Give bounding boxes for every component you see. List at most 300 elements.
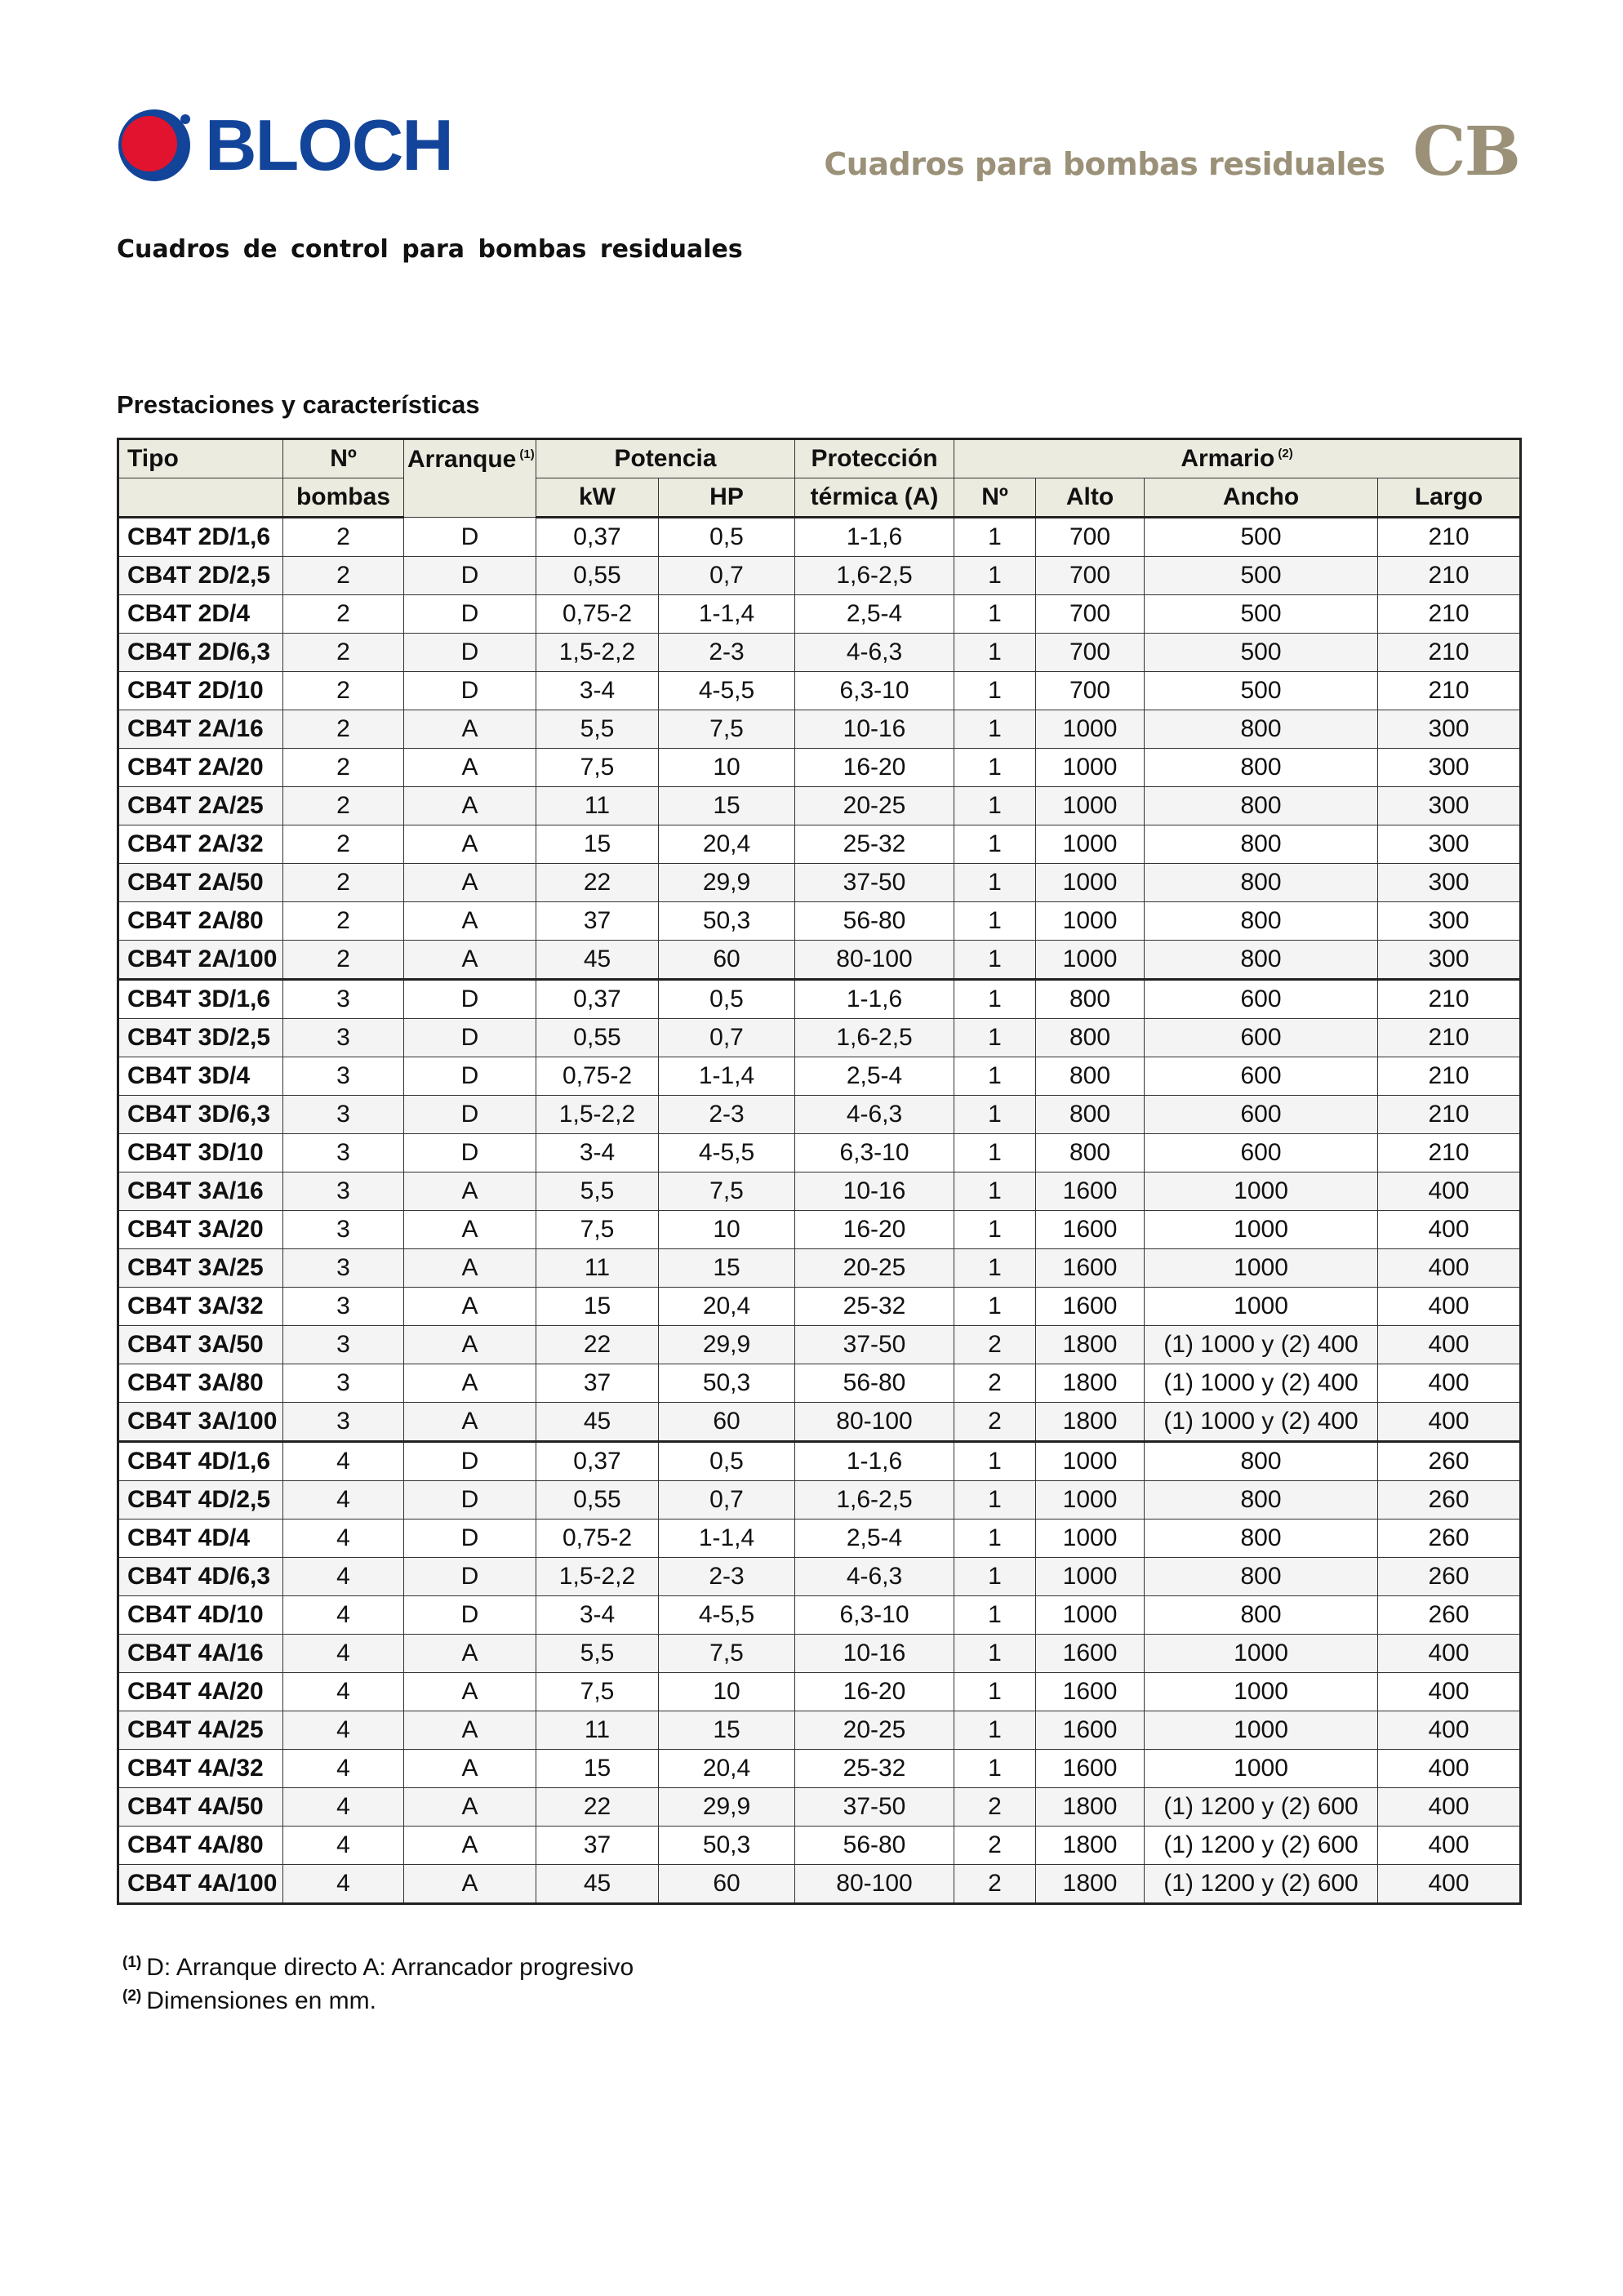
cell-tipo: CB4T 3D/6,3 [118, 1096, 283, 1134]
cell-proteccion: 20-25 [795, 1711, 954, 1750]
cell-arranque: D [404, 557, 536, 595]
cell-n-bombas: 4 [283, 1788, 404, 1827]
bloch-logo-icon [117, 108, 198, 183]
cell-tipo: CB4T 3A/100 [118, 1403, 283, 1442]
cell-armario-n: 1 [954, 1481, 1036, 1520]
cell-hp: 7,5 [659, 1172, 795, 1211]
cell-arranque: A [404, 1326, 536, 1364]
cell-tipo: CB4T 4D/6,3 [118, 1558, 283, 1596]
cell-n-bombas: 2 [283, 710, 404, 749]
cell-armario-n: 1 [954, 1673, 1036, 1711]
cell-alto: 1000 [1036, 902, 1145, 941]
cell-n-bombas: 2 [283, 825, 404, 864]
cell-arranque: D [404, 518, 536, 557]
table-row [118, 1019, 1521, 1057]
cell-ancho: 800 [1145, 1481, 1378, 1520]
cell-armario-n: 1 [954, 1711, 1036, 1750]
header-hp: HP [659, 478, 795, 518]
cell-arranque: A [404, 1827, 536, 1865]
cell-arranque: D [404, 672, 536, 710]
cell-hp: 29,9 [659, 1788, 795, 1827]
cell-n-bombas: 3 [283, 1326, 404, 1364]
cell-armario-n: 1 [954, 1520, 1036, 1558]
cell-proteccion: 1-1,6 [795, 1442, 954, 1481]
cell-largo: 400 [1378, 1635, 1521, 1673]
cell-kw: 0,37 [536, 518, 659, 557]
cell-alto: 1800 [1036, 1827, 1145, 1865]
cell-alto: 1600 [1036, 1211, 1145, 1249]
cell-proteccion: 16-20 [795, 1673, 954, 1711]
cell-proteccion: 1,6-2,5 [795, 557, 954, 595]
header-largo: Largo [1378, 478, 1521, 518]
cell-n-bombas: 2 [283, 749, 404, 787]
header-armario-label: Armario [1181, 445, 1275, 472]
cell-tipo: CB4T 4D/4 [118, 1520, 283, 1558]
cell-largo: 400 [1378, 1211, 1521, 1249]
cell-ancho: (1) 1200 y (2) 600 [1145, 1865, 1378, 1904]
table-row [118, 710, 1521, 749]
cell-kw: 5,5 [536, 710, 659, 749]
cell-armario-n: 1 [954, 864, 1036, 902]
cell-ancho: 1000 [1145, 1172, 1378, 1211]
table-row [118, 1596, 1521, 1635]
cell-tipo: CB4T 2D/1,6 [118, 518, 283, 557]
cell-tipo: CB4T 4A/80 [118, 1827, 283, 1865]
cell-hp: 60 [659, 1403, 795, 1442]
specifications-table [117, 438, 1522, 1905]
cell-tipo: CB4T 3A/25 [118, 1249, 283, 1288]
table-row [118, 1057, 1521, 1096]
cell-arranque: D [404, 980, 536, 1019]
cell-armario-n: 2 [954, 1364, 1036, 1403]
cell-kw: 37 [536, 1364, 659, 1403]
cell-proteccion: 56-80 [795, 902, 954, 941]
footnote-2-mark: (2) [122, 1987, 142, 2005]
cell-hp: 1-1,4 [659, 1520, 795, 1558]
cell-tipo: CB4T 4A/32 [118, 1750, 283, 1788]
cell-n-bombas: 3 [283, 1211, 404, 1249]
cell-tipo: CB4T 3A/80 [118, 1364, 283, 1403]
cell-n-bombas: 2 [283, 787, 404, 825]
cell-alto: 1000 [1036, 1596, 1145, 1635]
cell-ancho: 800 [1145, 787, 1378, 825]
cell-ancho: 1000 [1145, 1711, 1378, 1750]
cell-armario-n: 1 [954, 1750, 1036, 1788]
cell-proteccion: 80-100 [795, 1865, 954, 1904]
cell-largo: 210 [1378, 595, 1521, 634]
cell-kw: 15 [536, 1750, 659, 1788]
cell-proteccion: 2,5-4 [795, 1057, 954, 1096]
cell-kw: 1,5-2,2 [536, 634, 659, 672]
cell-n-bombas: 2 [283, 634, 404, 672]
cell-proteccion: 6,3-10 [795, 1134, 954, 1172]
cell-proteccion: 37-50 [795, 1326, 954, 1364]
cell-arranque: D [404, 1481, 536, 1520]
header-proteccion-line2: térmica (A) [795, 478, 954, 518]
cell-ancho: 500 [1145, 634, 1378, 672]
cell-arranque: D [404, 1520, 536, 1558]
cell-proteccion: 37-50 [795, 1788, 954, 1827]
cell-alto: 1000 [1036, 864, 1145, 902]
cell-ancho: 800 [1145, 1596, 1378, 1635]
cell-alto: 1000 [1036, 941, 1145, 980]
cell-kw: 0,55 [536, 557, 659, 595]
cell-largo: 300 [1378, 902, 1521, 941]
cell-armario-n: 1 [954, 710, 1036, 749]
footnote-1-mark: (1) [122, 1954, 142, 1971]
cell-kw: 1,5-2,2 [536, 1096, 659, 1134]
cell-armario-n: 1 [954, 787, 1036, 825]
cell-kw: 0,37 [536, 980, 659, 1019]
section-title: Prestaciones y características [117, 390, 480, 419]
table-row [118, 1364, 1521, 1403]
cell-hp: 10 [659, 749, 795, 787]
cell-ancho: (1) 1000 y (2) 400 [1145, 1364, 1378, 1403]
cell-armario-n: 1 [954, 1019, 1036, 1057]
cell-tipo: CB4T 2A/50 [118, 864, 283, 902]
table-row [118, 1635, 1521, 1673]
cell-largo: 400 [1378, 1673, 1521, 1711]
table-row [118, 557, 1521, 595]
cell-kw: 0,55 [536, 1019, 659, 1057]
header-potencia: Potencia [536, 439, 795, 478]
table-row [118, 1520, 1521, 1558]
cell-kw: 7,5 [536, 1211, 659, 1249]
cell-tipo: CB4T 2D/4 [118, 595, 283, 634]
cell-tipo: CB4T 3A/20 [118, 1211, 283, 1249]
cell-arranque: A [404, 710, 536, 749]
cell-largo: 400 [1378, 1865, 1521, 1904]
cell-kw: 37 [536, 1827, 659, 1865]
cell-n-bombas: 3 [283, 1019, 404, 1057]
cell-ancho: 500 [1145, 672, 1378, 710]
header-alto: Alto [1036, 478, 1145, 518]
footnotes [122, 1948, 634, 2015]
cell-ancho: 800 [1145, 1442, 1378, 1481]
table-row [118, 595, 1521, 634]
cell-tipo: CB4T 4D/10 [118, 1596, 283, 1635]
cell-largo: 210 [1378, 672, 1521, 710]
cell-hp: 0,5 [659, 1442, 795, 1481]
cell-proteccion: 6,3-10 [795, 672, 954, 710]
cell-kw: 0,75-2 [536, 1057, 659, 1096]
cell-alto: 1600 [1036, 1288, 1145, 1326]
cell-hp: 20,4 [659, 825, 795, 864]
cell-proteccion: 25-32 [795, 1288, 954, 1326]
cell-arranque: A [404, 1288, 536, 1326]
cell-arranque: A [404, 941, 536, 980]
cell-alto: 1800 [1036, 1326, 1145, 1364]
cell-n-bombas: 3 [283, 1288, 404, 1326]
header-arranque [404, 439, 536, 518]
cell-alto: 1000 [1036, 749, 1145, 787]
cell-n-bombas: 2 [283, 864, 404, 902]
cell-largo: 400 [1378, 1827, 1521, 1865]
cell-proteccion: 80-100 [795, 941, 954, 980]
cell-armario-n: 1 [954, 825, 1036, 864]
cell-hp: 60 [659, 941, 795, 980]
cell-largo: 400 [1378, 1172, 1521, 1211]
table-row [118, 1211, 1521, 1249]
cell-kw: 11 [536, 787, 659, 825]
cell-armario-n: 2 [954, 1788, 1036, 1827]
cell-tipo: CB4T 2D/2,5 [118, 557, 283, 595]
cell-armario-n: 1 [954, 595, 1036, 634]
footnote-1-text: D: Arranque directo A: Arrancador progresivo [146, 1954, 634, 1981]
table-row [118, 1558, 1521, 1596]
cell-kw: 22 [536, 864, 659, 902]
cell-largo: 210 [1378, 557, 1521, 595]
brand-name: BLOCH [205, 105, 452, 185]
cell-alto: 1600 [1036, 1635, 1145, 1673]
table-row [118, 1134, 1521, 1172]
table-row [118, 902, 1521, 941]
cell-largo: 210 [1378, 1134, 1521, 1172]
cell-largo: 300 [1378, 787, 1521, 825]
cell-kw: 22 [536, 1788, 659, 1827]
cell-alto: 1800 [1036, 1788, 1145, 1827]
header-tipo-blank [118, 478, 283, 518]
cell-tipo: CB4T 4A/100 [118, 1865, 283, 1904]
cell-alto: 1600 [1036, 1249, 1145, 1288]
cell-armario-n: 1 [954, 1558, 1036, 1596]
cell-hp: 4-5,5 [659, 1596, 795, 1635]
cell-armario-n: 1 [954, 1134, 1036, 1172]
cell-kw: 45 [536, 941, 659, 980]
document-title: Cuadros de control para bombas residuales [117, 235, 743, 264]
cell-alto: 700 [1036, 634, 1145, 672]
cell-proteccion: 1,6-2,5 [795, 1481, 954, 1520]
cell-ancho: (1) 1200 y (2) 600 [1145, 1788, 1378, 1827]
cell-largo: 400 [1378, 1326, 1521, 1364]
cell-largo: 210 [1378, 1096, 1521, 1134]
cell-hp: 10 [659, 1211, 795, 1249]
cell-arranque: A [404, 1788, 536, 1827]
cell-proteccion: 10-16 [795, 710, 954, 749]
cell-arranque: A [404, 825, 536, 864]
cell-ancho: 1000 [1145, 1635, 1378, 1673]
header-code: CB [1412, 113, 1519, 191]
table-row [118, 1442, 1521, 1481]
cell-arranque: A [404, 1249, 536, 1288]
cell-proteccion: 25-32 [795, 1750, 954, 1788]
cell-n-bombas: 4 [283, 1442, 404, 1481]
cell-largo: 400 [1378, 1788, 1521, 1827]
table-row [118, 1326, 1521, 1364]
cell-hp: 10 [659, 1673, 795, 1711]
cell-tipo: CB4T 3A/50 [118, 1326, 283, 1364]
page-header [824, 113, 1519, 191]
cell-proteccion: 1-1,6 [795, 980, 954, 1019]
cell-arranque: D [404, 1019, 536, 1057]
cell-ancho: 600 [1145, 1134, 1378, 1172]
cell-kw: 0,75-2 [536, 595, 659, 634]
header-arranque-label: Arranque [407, 446, 517, 473]
cell-kw: 3-4 [536, 1596, 659, 1635]
cell-tipo: CB4T 3A/32 [118, 1288, 283, 1326]
cell-kw: 45 [536, 1865, 659, 1904]
cell-armario-n: 1 [954, 902, 1036, 941]
cell-alto: 1600 [1036, 1711, 1145, 1750]
cell-armario-n: 1 [954, 1172, 1036, 1211]
header-arranque-footnote-mark: (1) [519, 447, 535, 461]
cell-largo: 260 [1378, 1481, 1521, 1520]
cell-alto: 1000 [1036, 1481, 1145, 1520]
header-tipo: Tipo [118, 439, 283, 478]
table-row [118, 1249, 1521, 1288]
cell-hp: 0,7 [659, 557, 795, 595]
cell-proteccion: 6,3-10 [795, 1596, 954, 1635]
cell-n-bombas: 4 [283, 1596, 404, 1635]
cell-alto: 800 [1036, 1096, 1145, 1134]
cell-kw: 0,75-2 [536, 1520, 659, 1558]
cell-armario-n: 1 [954, 672, 1036, 710]
cell-hp: 1-1,4 [659, 1057, 795, 1096]
cell-proteccion: 16-20 [795, 749, 954, 787]
cell-largo: 400 [1378, 1364, 1521, 1403]
cell-n-bombas: 4 [283, 1481, 404, 1520]
cell-hp: 1-1,4 [659, 595, 795, 634]
cell-ancho: 500 [1145, 595, 1378, 634]
cell-kw: 11 [536, 1711, 659, 1750]
cell-tipo: CB4T 4D/2,5 [118, 1481, 283, 1520]
cell-hp: 60 [659, 1865, 795, 1904]
cell-armario-n: 1 [954, 1096, 1036, 1134]
cell-kw: 0,37 [536, 1442, 659, 1481]
table-row [118, 1827, 1521, 1865]
cell-armario-n: 2 [954, 1326, 1036, 1364]
cell-kw: 3-4 [536, 672, 659, 710]
cell-armario-n: 1 [954, 518, 1036, 557]
cell-tipo: CB4T 2D/10 [118, 672, 283, 710]
cell-tipo: CB4T 2A/32 [118, 825, 283, 864]
cell-ancho: 800 [1145, 825, 1378, 864]
cell-alto: 1600 [1036, 1673, 1145, 1711]
cell-ancho: 1000 [1145, 1750, 1378, 1788]
cell-armario-n: 1 [954, 557, 1036, 595]
cell-n-bombas: 4 [283, 1865, 404, 1904]
cell-alto: 700 [1036, 518, 1145, 557]
cell-armario-n: 1 [954, 1249, 1036, 1288]
cell-n-bombas: 3 [283, 1364, 404, 1403]
cell-largo: 400 [1378, 1711, 1521, 1750]
cell-tipo: CB4T 3D/1,6 [118, 980, 283, 1019]
cell-hp: 7,5 [659, 1635, 795, 1673]
cell-hp: 15 [659, 787, 795, 825]
cell-tipo: CB4T 2A/100 [118, 941, 283, 980]
cell-proteccion: 20-25 [795, 787, 954, 825]
cell-tipo: CB4T 3A/16 [118, 1172, 283, 1211]
cell-arranque: A [404, 1750, 536, 1788]
table-row [118, 634, 1521, 672]
cell-arranque: A [404, 749, 536, 787]
cell-hp: 2-3 [659, 1096, 795, 1134]
cell-arranque: D [404, 1096, 536, 1134]
cell-ancho: 800 [1145, 1558, 1378, 1596]
cell-arranque: D [404, 1558, 536, 1596]
cell-kw: 0,55 [536, 1481, 659, 1520]
cell-largo: 260 [1378, 1520, 1521, 1558]
cell-hp: 2-3 [659, 634, 795, 672]
cell-hp: 2-3 [659, 1558, 795, 1596]
cell-proteccion: 4-6,3 [795, 634, 954, 672]
cell-kw: 22 [536, 1326, 659, 1364]
cell-arranque: A [404, 1172, 536, 1211]
cell-n-bombas: 4 [283, 1750, 404, 1788]
cell-arranque: D [404, 1134, 536, 1172]
cell-ancho: 500 [1145, 518, 1378, 557]
table-row [118, 518, 1521, 557]
cell-alto: 700 [1036, 557, 1145, 595]
cell-n-bombas: 2 [283, 518, 404, 557]
cell-tipo: CB4T 3D/2,5 [118, 1019, 283, 1057]
cell-ancho: 1000 [1145, 1288, 1378, 1326]
cell-hp: 29,9 [659, 864, 795, 902]
cell-ancho: 1000 [1145, 1211, 1378, 1249]
table-row [118, 1288, 1521, 1326]
cell-armario-n: 1 [954, 1057, 1036, 1096]
cell-arranque: A [404, 1211, 536, 1249]
table-row [118, 1481, 1521, 1520]
bloch-logo [117, 105, 452, 185]
table-row [118, 1096, 1521, 1134]
cell-ancho: 1000 [1145, 1249, 1378, 1288]
cell-kw: 3-4 [536, 1134, 659, 1172]
cell-hp: 4-5,5 [659, 672, 795, 710]
cell-ancho: 800 [1145, 710, 1378, 749]
table-row [118, 1750, 1521, 1788]
cell-n-bombas: 3 [283, 1096, 404, 1134]
cell-kw: 1,5-2,2 [536, 1558, 659, 1596]
cell-tipo: CB4T 2D/6,3 [118, 634, 283, 672]
cell-proteccion: 1-1,6 [795, 518, 954, 557]
cell-largo: 210 [1378, 518, 1521, 557]
cell-kw: 5,5 [536, 1635, 659, 1673]
cell-alto: 1600 [1036, 1750, 1145, 1788]
cell-ancho: 800 [1145, 902, 1378, 941]
cell-hp: 50,3 [659, 902, 795, 941]
cell-tipo: CB4T 4D/1,6 [118, 1442, 283, 1481]
cell-proteccion: 20-25 [795, 1249, 954, 1288]
footnote-2-text: Dimensiones en mm. [146, 1987, 376, 2014]
cell-n-bombas: 4 [283, 1520, 404, 1558]
cell-hp: 29,9 [659, 1326, 795, 1364]
cell-n-bombas: 2 [283, 902, 404, 941]
cell-n-bombas: 2 [283, 672, 404, 710]
cell-ancho: (1) 1200 y (2) 600 [1145, 1827, 1378, 1865]
cell-tipo: CB4T 4A/25 [118, 1711, 283, 1750]
cell-arranque: D [404, 1057, 536, 1096]
cell-n-bombas: 3 [283, 1057, 404, 1096]
cell-hp: 0,5 [659, 980, 795, 1019]
cell-armario-n: 1 [954, 1288, 1036, 1326]
cell-hp: 0,7 [659, 1019, 795, 1057]
cell-n-bombas: 3 [283, 1249, 404, 1288]
header-n-bombas-line1: Nº [283, 439, 404, 478]
table-row [118, 787, 1521, 825]
cell-alto: 700 [1036, 595, 1145, 634]
header-armario-footnote-mark: (2) [1278, 447, 1293, 461]
cell-largo: 260 [1378, 1596, 1521, 1635]
cell-arranque: A [404, 1403, 536, 1442]
cell-largo: 400 [1378, 1403, 1521, 1442]
cell-largo: 210 [1378, 1019, 1521, 1057]
cell-ancho: (1) 1000 y (2) 400 [1145, 1403, 1378, 1442]
table-row [118, 825, 1521, 864]
cell-tipo: CB4T 2A/80 [118, 902, 283, 941]
cell-largo: 400 [1378, 1750, 1521, 1788]
cell-n-bombas: 2 [283, 557, 404, 595]
